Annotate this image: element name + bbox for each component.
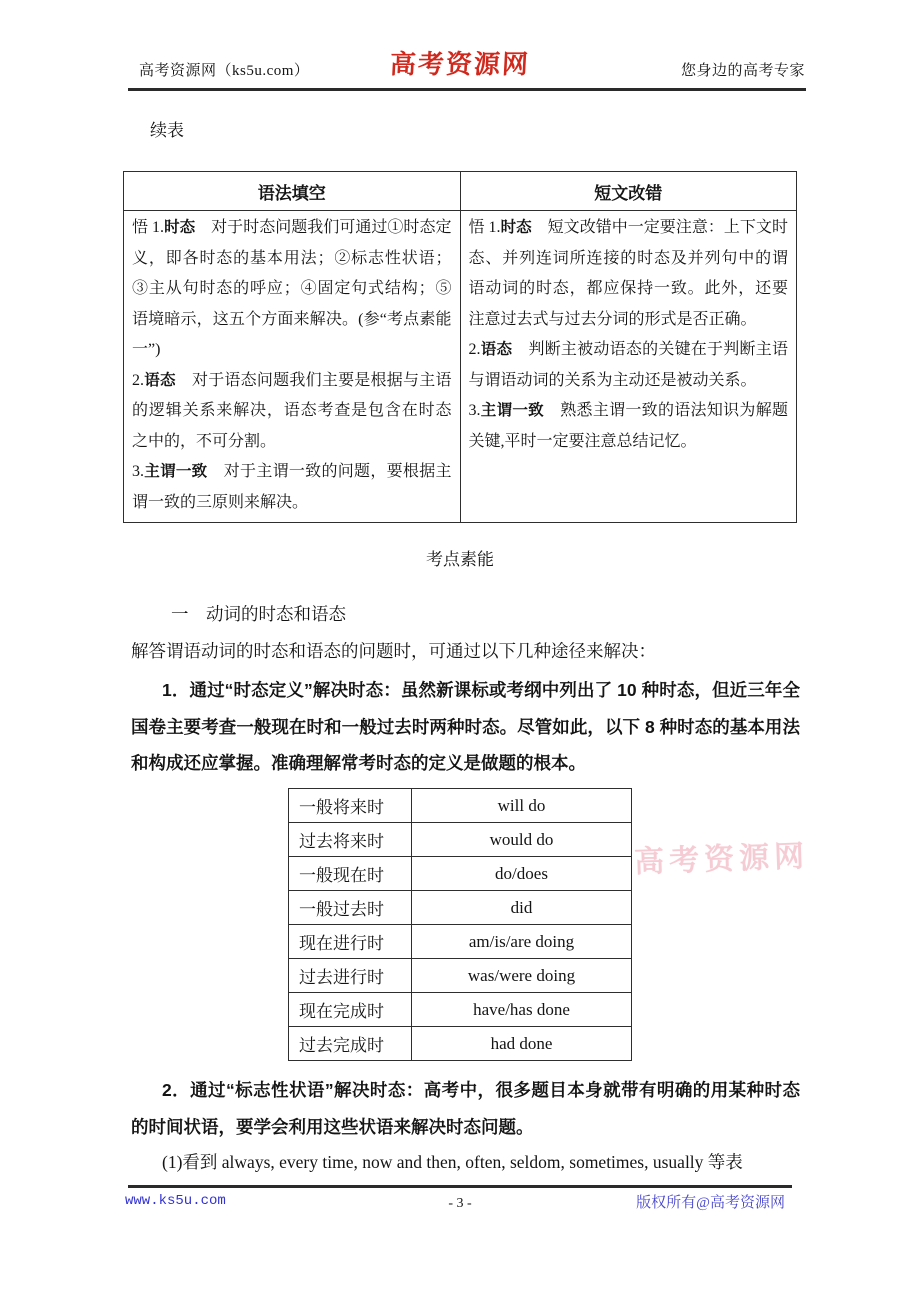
tense-name: 一般将来时 bbox=[289, 789, 412, 823]
table-row bbox=[289, 925, 632, 959]
paragraph-tense-definition: 1．通过“时态定义”解决时态：虽然新课标或考纲中列出了 10 种时态，但近三年全国卷主要考查一般现在时和一般过去时两种时态。尽管如此，以下 8 种时态的基本用法和构成还应掌握。准确理解常考时态的定义是做题的根本。 bbox=[131, 680, 800, 773]
point-text: 对于时态问题我们可通过①时态定义，即各时态的基本用法；②标志性状语；③主从句时态的呼应；④固定句式结构；⑤语境暗示，这五个方面来解决。(参“考点素能一”) bbox=[132, 219, 452, 358]
grammar-cell-cloze bbox=[124, 211, 461, 523]
tense-name: 过去完成时 bbox=[289, 1027, 412, 1061]
table-row bbox=[289, 891, 632, 925]
grammar-point-agreement bbox=[132, 457, 452, 518]
tense-name: 一般现在时 bbox=[289, 857, 412, 891]
table-row bbox=[289, 993, 632, 1027]
tense-form: was/were doing bbox=[412, 959, 632, 993]
point-keyword: 主谓一致 bbox=[144, 463, 208, 480]
point-prefix: 3. bbox=[132, 463, 144, 480]
grammar-comparison-table bbox=[123, 171, 797, 523]
header-tagline: 您身边的高考专家 bbox=[681, 63, 806, 79]
tense-form: will do bbox=[412, 789, 632, 823]
point-prefix: 2. bbox=[468, 341, 481, 358]
table-row bbox=[289, 823, 632, 857]
point-prefix: 2. bbox=[132, 371, 144, 389]
tense-name: 现在进行时 bbox=[289, 925, 412, 959]
point-prefix: 3. bbox=[468, 402, 481, 419]
grammar-point-tense bbox=[469, 213, 789, 335]
grammar-point-tense bbox=[132, 213, 452, 366]
point-keyword: 语态 bbox=[144, 371, 176, 389]
grammar-cell-correction bbox=[460, 211, 797, 523]
site-watermark: 高考资源网 bbox=[633, 839, 810, 880]
point-prefix: 悟 1. bbox=[132, 219, 165, 236]
header-divider bbox=[128, 88, 806, 91]
table-row bbox=[289, 857, 632, 891]
intro-paragraph: 解答谓语动词的时态和语态的问题时，可通过以下几种途径来解决： bbox=[131, 641, 656, 661]
point-text: 熟悉主谓一致的语法知识为解题关键,平时一定要注意总结记忆。 bbox=[468, 402, 788, 450]
tense-form: did bbox=[412, 891, 632, 925]
tense-form: would do bbox=[412, 823, 632, 857]
tense-form: am/is/are doing bbox=[412, 925, 632, 959]
footer-copyright-link[interactable]: 版权所有@高考资源网 bbox=[636, 1195, 785, 1211]
point-text: 对于语态问题我们主要是根据与主语的逻辑关系来解决，语态考查是包含在时态之中的，不可分割。 bbox=[132, 371, 452, 450]
section-title-tense-and-voice: 一 动词的时态和语态 bbox=[171, 604, 346, 624]
section-heading-exam-skills: 考点素能 bbox=[426, 550, 494, 569]
point-text: 短文改错中一定要注意：上下文时态、并列连词所连接的时态及并列句中的谓语动词的时态，都应保持一致。此外，还要注意过去式与过去分词的形式是否正确。 bbox=[468, 219, 788, 328]
tense-name: 过去进行时 bbox=[289, 959, 412, 993]
tense-form: had done bbox=[412, 1027, 632, 1061]
point-text: 对于主谓一致的问题，要根据主谓一致的三原则来解决。 bbox=[132, 463, 452, 511]
point-keyword: 时态 bbox=[164, 219, 196, 236]
tense-name: 一般过去时 bbox=[289, 891, 412, 925]
page-number: - 3 - bbox=[448, 1196, 472, 1211]
tense-name: 现在完成时 bbox=[289, 993, 412, 1027]
table-row bbox=[289, 789, 632, 823]
tense-name: 过去将来时 bbox=[289, 823, 412, 857]
grammar-col-header-cloze: 语法填空 bbox=[124, 172, 461, 211]
grammar-col-header-correction: 短文改错 bbox=[460, 172, 797, 211]
point-keyword: 时态 bbox=[500, 219, 532, 236]
point-text: 判断主被动语态的关键在于判断主语与谓语动词的关系为主动还是被动关系。 bbox=[468, 341, 788, 389]
point-keyword: 主谓一致 bbox=[480, 402, 544, 419]
continued-table-label: 续表 bbox=[150, 121, 184, 140]
grammar-point-voice bbox=[469, 335, 789, 396]
footer-site-link[interactable]: www.ks5u.com bbox=[125, 1193, 226, 1209]
site-logo: 高考资源网 bbox=[389, 50, 531, 79]
table-row bbox=[289, 1027, 632, 1061]
grammar-point-voice bbox=[132, 366, 452, 458]
point-keyword: 语态 bbox=[480, 341, 513, 358]
tense-form: have/has done bbox=[412, 993, 632, 1027]
point-prefix: 悟 1. bbox=[468, 219, 501, 236]
grammar-table-header-row bbox=[124, 172, 797, 211]
paragraph-adverb-examples: (1)看到 always, every time, now and then, often, seldom, sometimes, usually 等表 bbox=[162, 1152, 743, 1172]
grammar-table-body-row bbox=[124, 211, 797, 523]
table-row bbox=[289, 959, 632, 993]
tense-form: do/does bbox=[412, 857, 632, 891]
header-site-name: 高考资源网（ks5u.com） bbox=[139, 63, 310, 79]
paragraph-marker-adverbials: 2．通过“标志性状语”解决时态：高考中，很多题目本身就带有明确的用某种时态的时间状语，要学会利用这些状语来解决时态问题。 bbox=[131, 1080, 800, 1137]
grammar-point-agreement bbox=[469, 396, 789, 457]
footer-divider bbox=[128, 1185, 792, 1188]
tense-forms-table bbox=[288, 788, 632, 1061]
